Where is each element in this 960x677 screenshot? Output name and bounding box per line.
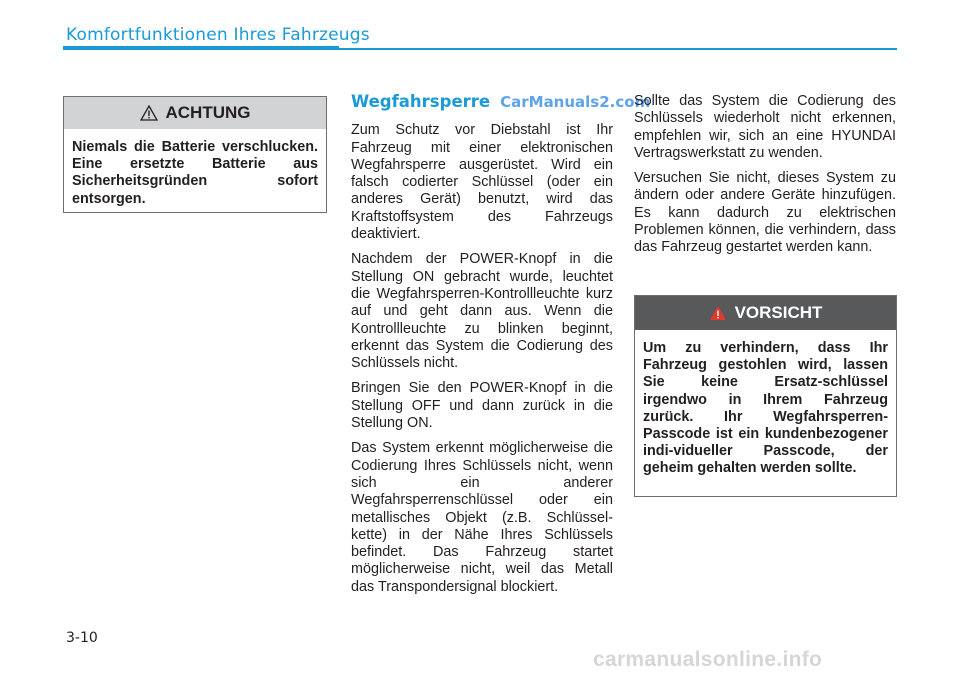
paragraph: Nachdem der POWER-Knopf in die Stellung ON gebracht wurde, leuchtet die Wegfahrsperren-Kontrollleuchte kurz auf und geht dann aus. Wenn die Kontrollleuchte zu blinken beginnt, erkennt das System die Codierung des Schlüssels nicht. (351, 251, 613, 372)
section-heading: Wegfahrsperre (351, 92, 491, 111)
paragraph: Versuchen Sie nicht, dieses System zu ändern oder andere Geräte hinzufügen. Es kann dadurch zu elektrischen Problemen können, die verhindern, dass das Fahrzeug gestartet werden kann. (634, 170, 896, 256)
caution-box (634, 295, 897, 497)
watermark-text: CarManuals2.com (500, 93, 651, 111)
paragraph: Das System erkennt möglicherweise die Codierung Ihres Schlüssels nicht, wenn sich ein anderer Wegfahrsperrenschlüssel oder ein metallisches Objekt (z.B. Schlüssel-kette) in der Nähe Ihres Schlüssels befindet. Das Fahrzeug startet möglicherweise nicht, weil das Metall das Transpondersignal blockiert. (351, 440, 613, 595)
header-rule-thin (339, 48, 897, 50)
header-rule-thick (63, 46, 339, 50)
caution-box-text: Um zu verhindern, dass Ihr Fahrzeug gestohlen wird, lassen Sie keine Ersatz-schlüssel irgendwo in Ihrem Fahrzeug zurück. Ihr Wegfahrsperren-Passcode ist ein kundenbezogener indi-vidueller Passcode, der geheim gehalten werden sollte. (643, 340, 888, 477)
middle-column (351, 92, 651, 604)
warning-triangle-icon (709, 305, 727, 321)
warning-box-title: ACHTUNG (165, 103, 251, 122)
warning-box-header (64, 97, 326, 129)
paragraph: Sollte das System die Codierung des Schlüssels wiederholt nicht erkennen, empfehlen wir, sich an eine HYUNDAI Vertragswerkstatt zu wenden. (634, 93, 896, 161)
warning-triangle-icon (140, 105, 158, 121)
heading-row (351, 92, 651, 112)
footer-watermark: carmanualsonline.info (593, 648, 823, 671)
warning-box-text: Niemals die Batterie verschlucken. Eine ersetzte Batterie aus Sicherheitsgründen sofort entsorgen. (72, 139, 318, 207)
paragraph: Bringen Sie den POWER-Knopf in die Stellung OFF und dann zurück in die Stellung ON. (351, 380, 613, 432)
paragraph: Zum Schutz vor Diebstahl ist Ihr Fahrzeug mit einer elektronischen Wegfahrsperre ausgerüstet. Wird ein falsch codierter Schlüssel (oder ein anderes Gerät) benutzt, wird das Kraftstoffsystem des Fahrzeugs deaktiviert. (351, 122, 613, 243)
caution-box-header (635, 296, 896, 330)
section-title: Komfortfunktionen Ihres Fahrzeugs (66, 25, 370, 45)
right-column (634, 93, 896, 265)
page-number: 3-10 (66, 630, 98, 646)
caution-box-title: VORSICHT (734, 303, 823, 322)
warning-box (63, 96, 327, 213)
